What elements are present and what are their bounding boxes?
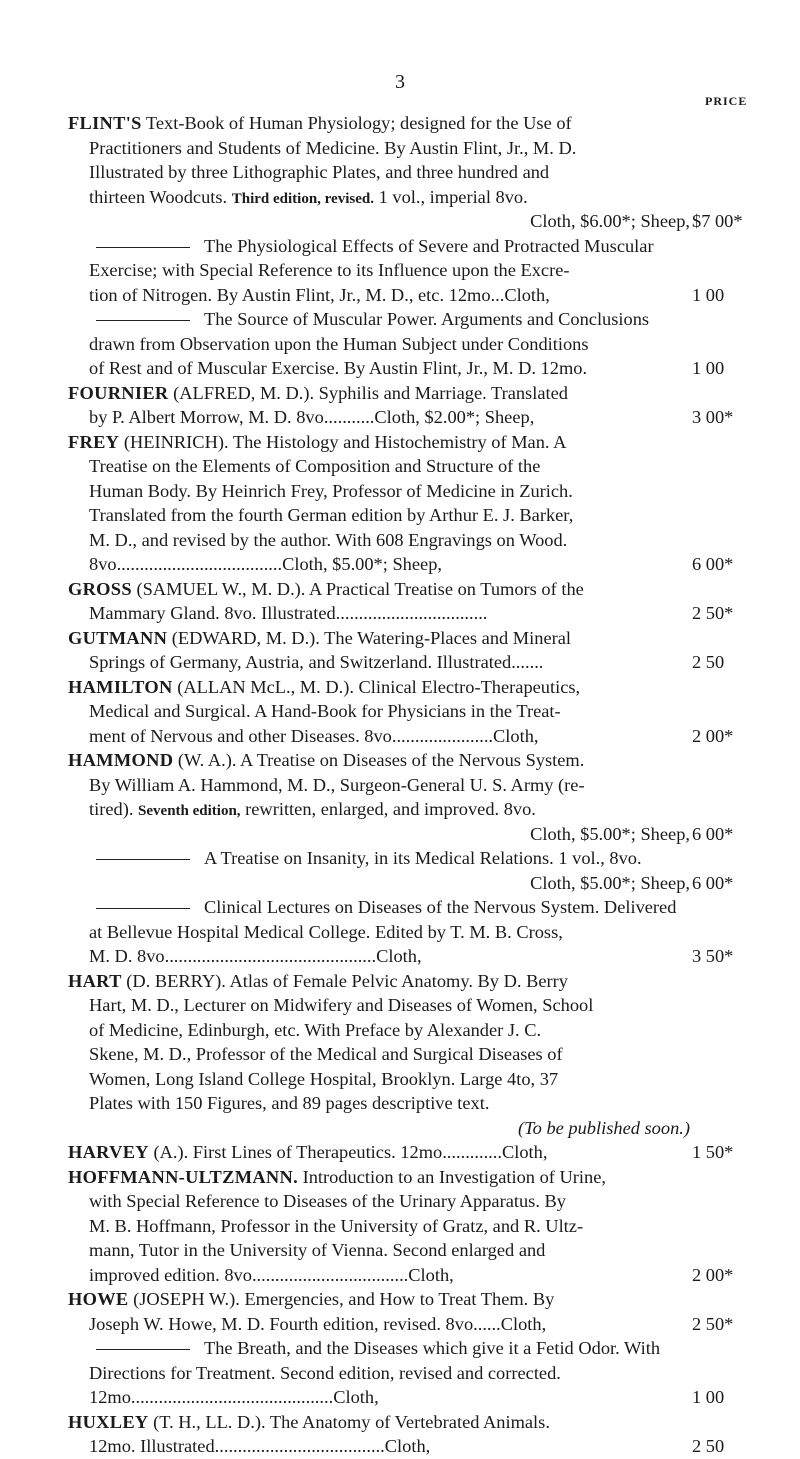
entry-text: (D. BERRY). Atlas of Female Pelvic Anatomy. By D. Berry (121, 970, 568, 991)
entry-text: The Source of Muscular Power. Arguments and Conclusions (204, 309, 650, 329)
entry-text: (EDWARD, M. D.). The Watering-Places and Mineral (167, 627, 572, 648)
entry-line (68, 356, 768, 381)
ditto-dash (96, 908, 190, 909)
entry-text: Cloth, $5.00*; Sheep, (530, 823, 690, 844)
entry-text: at Bellevue Hospital Medical College. Edited by T. M. B. Cross, (89, 921, 563, 942)
entry-text: ment of Nervous and other Diseases. 8vo......................Cloth, (89, 725, 539, 746)
entry-line (68, 969, 768, 994)
entry-text: Plates with 150 Figures, and 89 pages descriptive text. (89, 1093, 490, 1113)
entry-line (68, 675, 768, 700)
catalog-entry (68, 626, 768, 675)
entry-text: 12mo. Illustrated.....................................Cloth, (89, 1436, 431, 1456)
entry-line (68, 822, 768, 847)
entry-text: tion of Nitrogen. By Austin Flint, Jr., M. D., etc. 12mo...Cloth, (89, 284, 550, 305)
entry-line (68, 430, 768, 455)
entry-price: 6 00* (692, 872, 734, 893)
entry-line (68, 503, 768, 528)
entry-line (68, 234, 768, 259)
entry-text: The Breath, and the Diseases which give it a Fetid Odor. With (204, 1338, 661, 1358)
entry-line (68, 944, 768, 969)
entry-line (68, 724, 768, 749)
entry-line (68, 650, 768, 675)
entry-line (68, 1434, 768, 1459)
edition-note: Seventh edition, (138, 803, 241, 819)
entry-line (68, 1091, 768, 1116)
entry-line (68, 1287, 768, 1312)
entry-price: 2 50* (692, 1313, 734, 1334)
entry-price: 3 00* (692, 407, 734, 427)
catalog-entry (68, 1165, 768, 1288)
entry-line (68, 160, 768, 185)
entry-text: Springs of Germany, Austria, and Switzerland. Illustrated....... (89, 652, 544, 672)
entry-price: 1 00 (692, 358, 725, 378)
entry-text: (A.). First Lines of Therapeutics. 12mo.............Cloth, (148, 1142, 548, 1162)
entry-line (68, 773, 768, 798)
entry-text: Illustrated by three Lithographic Plates, and three hundred and (89, 162, 550, 182)
entry-line (68, 552, 768, 577)
entry-text: (T. H., LL. D.). The Anatomy of Vertebrated Animals. (148, 1411, 550, 1432)
entry-text: Translated from the fourth German edition by Arthur E. J. Barker, (89, 505, 574, 525)
entry-price: 1 00 (692, 284, 725, 305)
entry-author: FREY (68, 431, 120, 452)
catalog-list (68, 111, 768, 1459)
entry-text: thirteen Woodcuts. (89, 186, 232, 207)
entry-text: (HEINRICH). The Histology and Histochemistry of Man. A (119, 431, 567, 452)
entry-line (68, 748, 768, 773)
entry-text: drawn from Observation upon the Human Subject under Conditions (89, 333, 589, 354)
catalog-entry (68, 577, 768, 626)
entry-text: M. B. Hoffmann, Professor in the University of Gratz, and R. Ultz- (89, 1215, 584, 1236)
entry-author: HOWE (68, 1289, 129, 1309)
catalog-entry (68, 381, 768, 430)
entry-text: M. D., and revised by the author. With 608 Engravings on Wood. (89, 529, 568, 550)
entry-text: Skene, M. D., Professor of the Medical and Surgical Diseases of (89, 1044, 563, 1064)
entry-line (68, 920, 768, 945)
entry-text: of Medicine, Edinburgh, etc. With Preface by Alexander J. C. (89, 1019, 542, 1040)
entry-line (68, 699, 768, 724)
entry-text: Text-Book of Human Physiology; designed for the Use of (141, 113, 572, 133)
entry-text: 12mo............................................Cloth, (89, 1387, 379, 1407)
entry-line (68, 332, 768, 357)
catalog-entry (68, 430, 768, 577)
entry-text: Directions for Treatment. Second edition, revised and corrected. (89, 1362, 561, 1383)
entry-author: HAMILTON (68, 676, 173, 697)
entry-text: Joseph W. Howe, M. D. Fourth edition, revised. 8vo......Cloth, (89, 1313, 547, 1334)
entry-text: (ALFRED, M. D.). Syphilis and Marriage. Translated (168, 382, 568, 403)
entry-line (68, 307, 768, 332)
entry-line (68, 111, 768, 136)
entry-line (68, 577, 768, 602)
entry-text: By William A. Hammond, M. D., Surgeon-General U. S. Army (re- (89, 774, 585, 795)
ditto-dash (96, 320, 190, 321)
catalog-entry (68, 234, 768, 308)
ditto-dash (96, 1349, 190, 1350)
entry-text: Clinical Lectures on Diseases of the Nervous System. Delivered (204, 897, 677, 917)
page-number: 3 (395, 71, 405, 93)
entry-line (68, 1385, 768, 1410)
entry-text: by P. Albert Morrow, M. D. 8vo...........Cloth, $2.00*; Sheep, (89, 407, 535, 427)
entry-line (68, 479, 768, 504)
entry-line (68, 454, 768, 479)
publication-note: (To be published soon.) (518, 1117, 690, 1138)
edition-note: Third edition, revised. (231, 190, 374, 207)
entry-price: $7 00* (692, 211, 743, 231)
catalog-entry (68, 748, 768, 846)
entry-line (68, 1018, 768, 1043)
entry-price: 1 00 (692, 1387, 725, 1407)
entry-line (68, 1116, 768, 1141)
entry-price: 2 50 (692, 652, 725, 672)
entry-author: GUTMANN (68, 627, 168, 648)
entry-author: HUXLEY (68, 1411, 149, 1432)
entry-line (68, 283, 768, 308)
entry-line (68, 846, 768, 871)
entry-line (68, 1361, 768, 1386)
entry-line (68, 381, 768, 406)
entry-text: (ALLAN McL., M. D.). Clinical Electro-Therapeutics, (172, 676, 581, 697)
entry-price: 3 50* (692, 946, 734, 966)
entry-text: A Treatise on Insanity, in its Medical Relations. 1 vol., 8vo. (204, 848, 642, 868)
entry-text: Mammary Gland. 8vo. Illustrated................................. (89, 603, 488, 623)
entry-price: 6 00* (692, 823, 734, 844)
entry-line (68, 895, 768, 920)
entry-line (68, 1165, 768, 1190)
catalog-entry (68, 1140, 768, 1165)
entry-text: (SAMUEL W., M. D.). A Practical Treatise on Tumors of the (131, 578, 584, 599)
entry-line (68, 1140, 768, 1165)
entry-author: HART (68, 970, 122, 991)
entry-line (68, 1042, 768, 1067)
catalog-entry (68, 1410, 768, 1459)
entry-price: 1 50* (692, 1142, 734, 1162)
catalog-entry (68, 1287, 768, 1336)
entry-text: Exercise; with Special Reference to its Influence upon the Excre- (89, 260, 570, 280)
entry-line (68, 209, 768, 234)
entry-text: Women, Long Island College Hospital, Brooklyn. Large 4to, 37 (89, 1068, 559, 1089)
entry-text: (W. A.). A Treatise on Diseases of the Nervous System. (173, 750, 585, 770)
entry-line (68, 528, 768, 553)
entry-text: Human Body. By Heinrich Frey, Professor of Medicine in Zurich. (89, 480, 573, 501)
entry-author: FOURNIER (68, 382, 169, 403)
entry-line (68, 185, 768, 210)
ditto-dash (96, 247, 190, 248)
entry-text: The Physiological Effects of Severe and Protracted Muscular (204, 235, 654, 256)
ditto-dash (96, 859, 190, 860)
catalog-entry (68, 1336, 768, 1410)
entry-text: of Rest and of Muscular Exercise. By Austin Flint, Jr., M. D. 12mo. (89, 358, 588, 378)
entry-line (68, 1336, 768, 1361)
entry-text: 8vo....................................Cloth, $5.00*; Sheep, (89, 554, 442, 574)
entry-line (68, 797, 768, 822)
entry-text: improved edition. 8vo..................................Cloth, (89, 1264, 454, 1285)
entry-author: GROSS (68, 578, 132, 599)
entry-line (68, 1067, 768, 1092)
catalog-entry (68, 846, 768, 895)
entry-text: (JOSEPH W.). Emergencies, and How to Treat Them. By (128, 1289, 555, 1309)
entry-line (68, 1238, 768, 1263)
entry-line (68, 1189, 768, 1214)
price-column-heading: PRICE (705, 94, 748, 108)
entry-line (68, 1263, 768, 1288)
catalog-entry (68, 675, 768, 749)
entry-text: Hart, M. D., Lecturer on Midwifery and Diseases of Women, School (89, 995, 594, 1015)
entry-text: Cloth, $5.00*; Sheep, (530, 872, 690, 893)
entry-text: Introduction to an Investigation of Urine, (298, 1166, 606, 1187)
entry-line (68, 1214, 768, 1239)
entry-line (68, 1312, 768, 1337)
entry-text: Treatise on the Elements of Composition and Structure of the (89, 456, 541, 476)
entry-line (68, 601, 768, 626)
entry-author: FLINT'S (68, 113, 142, 133)
entry-text: Cloth, $6.00*; Sheep, (530, 211, 690, 231)
entry-author: HOFFMANN-ULTZMANN. (68, 1166, 298, 1187)
catalog-entry (68, 895, 768, 969)
entry-author: HARVEY (68, 1142, 149, 1162)
entry-text: Medical and Surgical. A Hand-Book for Physicians in the Treat- (89, 701, 561, 721)
entry-line (68, 405, 768, 430)
catalog-entry (68, 307, 768, 381)
entry-text: tired). (89, 799, 139, 819)
entry-price: 2 00* (692, 725, 734, 746)
entry-text: rewritten, enlarged, and improved. 8vo. (240, 799, 536, 819)
entry-line (68, 993, 768, 1018)
entry-price: 2 50 (692, 1436, 725, 1456)
catalog-entry (68, 969, 768, 1141)
entry-price: 6 00* (692, 554, 734, 574)
entry-text: mann, Tutor in the University of Vienna. Second enlarged and (89, 1240, 546, 1260)
entry-text: 1 vol., imperial 8vo. (373, 186, 528, 207)
entry-line (68, 136, 768, 161)
entry-author: HAMMOND (68, 750, 174, 770)
entry-price: 2 00* (692, 1264, 734, 1285)
catalog-entry (68, 111, 768, 234)
entry-text: Practitioners and Students of Medicine. By Austin Flint, Jr., M. D. (89, 137, 577, 158)
entry-price: 2 50* (692, 603, 734, 623)
entry-text: with Special Reference to Diseases of the Urinary Apparatus. By (89, 1191, 566, 1211)
entry-line (68, 626, 768, 651)
entry-line (68, 258, 768, 283)
entry-line (68, 871, 768, 896)
entry-line (68, 1410, 768, 1435)
entry-text: M. D. 8vo..............................................Cloth, (89, 946, 422, 966)
